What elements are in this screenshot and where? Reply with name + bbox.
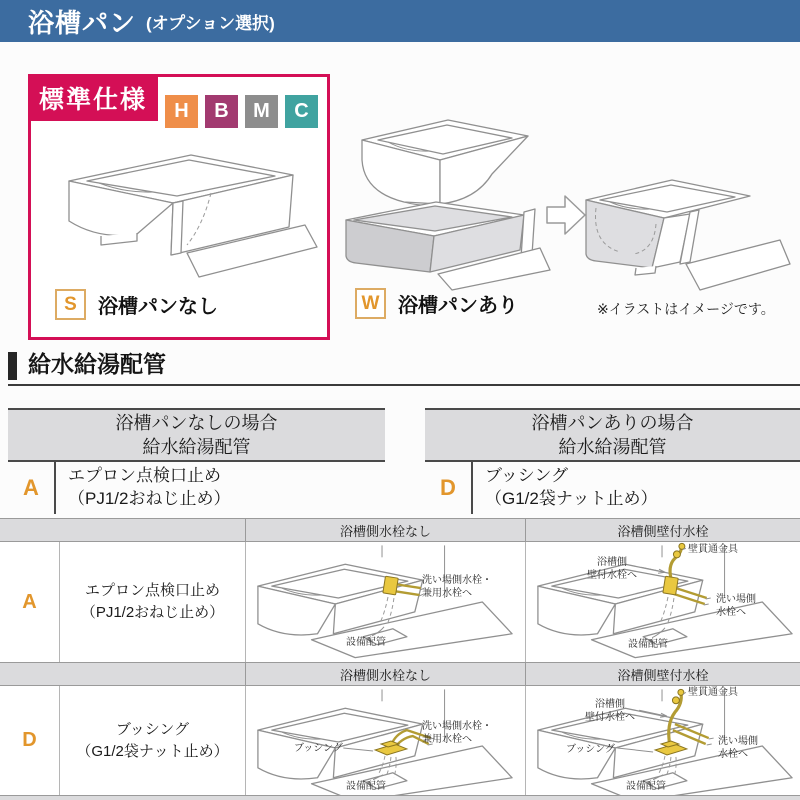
label-tub-side: 浴槽側 壁付水栓へ [585, 699, 635, 723]
label-wall-through: 壁貫通金具 [688, 544, 738, 555]
summary-header-line2: 給水給湯配管 [142, 437, 251, 457]
summary-table-no-pan [8, 408, 385, 514]
cropped-next-header-strip [0, 795, 800, 800]
illustration-note: ※イラストはイメージです。 [597, 301, 775, 317]
tub-with-pan-illustration [578, 166, 796, 302]
summary-code-a: A [8, 462, 56, 514]
label-wall-through: 壁貫通金具 [688, 687, 738, 698]
detail-row-a [0, 542, 800, 662]
page-title: 浴槽パン [28, 7, 137, 38]
series-type-badges [165, 95, 318, 128]
col-header-no-faucet: 浴槽側水栓なし [245, 663, 525, 685]
page-header [0, 0, 800, 42]
piping-detail-table [0, 518, 800, 800]
label-tub-side: 浴槽側 壁付水栓へ [587, 557, 637, 581]
label-equipment-pipe: 設備配管 [626, 781, 666, 792]
section-title: 給水給湯配管 [28, 351, 166, 377]
detail-desc-a [59, 542, 245, 662]
detail-header-row-a [0, 518, 800, 542]
label-wash-side: 洗い場側 水栓へ [718, 736, 758, 760]
detail-desc-a-line2: （PJ1/2おねじ止め） [80, 604, 225, 621]
summary-table-with-pan-row [425, 462, 800, 514]
option-label-w: 浴槽パンあり [398, 295, 518, 317]
type-badge-m: M [245, 95, 278, 128]
detail-desc-d [59, 686, 245, 795]
summary-table-no-pan-row [8, 462, 385, 514]
option-s-row [55, 289, 218, 320]
diagram-d-faucet-none [245, 686, 525, 795]
diagram-d-wall-faucet-drawing [526, 686, 800, 795]
section-bar [8, 352, 17, 380]
detail-desc-d-line1: ブッシング [115, 720, 190, 738]
summary-header-line1: 浴槽パンありの場合 [531, 412, 694, 433]
label-wash-side: 洗い場側 水栓へ [716, 594, 756, 618]
label-wash-faucet: 洗い場側水栓・ 兼用水栓へ [422, 575, 492, 599]
type-badge-b: B [205, 95, 238, 128]
option-label-s: 浴槽パンなし [98, 296, 218, 318]
option-code-w: W [355, 288, 386, 319]
type-badge-h: H [165, 95, 198, 128]
summary-code-d: D [425, 462, 473, 514]
label-wash-faucet: 洗い場側水栓・ 兼用水栓へ [422, 721, 492, 745]
diagram-a-wall-faucet [525, 542, 800, 662]
label-equipment-pipe: 設備配管 [346, 781, 386, 792]
summary-desc-d [473, 462, 658, 514]
detail-desc-a-line1: エプロン点検口止め [84, 582, 220, 600]
type-badge-c: C [285, 95, 318, 128]
summary-header-line1: 浴槽パンなしの場合 [115, 412, 278, 433]
detail-code-a: A [22, 590, 37, 613]
diagram-a-faucet-none [245, 542, 525, 662]
label-equipment-pipe: 設備配管 [346, 637, 386, 648]
tub-without-pan-illustration [41, 141, 321, 287]
summary-desc-a-line1: エプロン点検口止め [68, 466, 221, 486]
label-bushing: ブッシング [294, 743, 343, 754]
detail-desc-d-line2: （G1/2袋ナット止め） [76, 742, 229, 760]
summary-desc-a-line2: （PJ1/2おねじ止め） [68, 489, 231, 508]
summary-table-with-pan-header [425, 408, 800, 462]
label-bushing: ブッシング [566, 744, 615, 755]
summary-table-no-pan-header [8, 408, 385, 462]
detail-row-d [0, 686, 800, 795]
detail-code-d: D [22, 729, 37, 751]
tub-pan-exploded-illustration [340, 112, 552, 292]
page-subtitle: (オプション選択) [146, 13, 275, 33]
summary-table-with-pan [425, 408, 800, 514]
summary-header-line2: 給水給湯配管 [558, 437, 667, 457]
summary-desc-d-line2: （G1/2袋ナット止め） [485, 489, 658, 508]
col-header-wall-faucet: 浴槽側壁付水栓 [525, 519, 800, 541]
diagram-d-wall-faucet [525, 686, 800, 795]
section-header [8, 350, 800, 386]
label-equipment-pipe: 設備配管 [628, 639, 668, 650]
standard-spec-tag: 標準仕様 [28, 74, 158, 121]
col-header-wall-faucet: 浴槽側壁付水栓 [525, 663, 800, 685]
col-header-no-faucet: 浴槽側水栓なし [245, 519, 525, 541]
summary-desc-a [56, 462, 230, 514]
detail-header-row-d [0, 662, 800, 686]
summary-desc-d-line1: ブッシング [485, 466, 569, 486]
option-code-s: S [55, 289, 86, 320]
standard-spec-box [28, 74, 330, 340]
option-w-row [355, 288, 518, 319]
